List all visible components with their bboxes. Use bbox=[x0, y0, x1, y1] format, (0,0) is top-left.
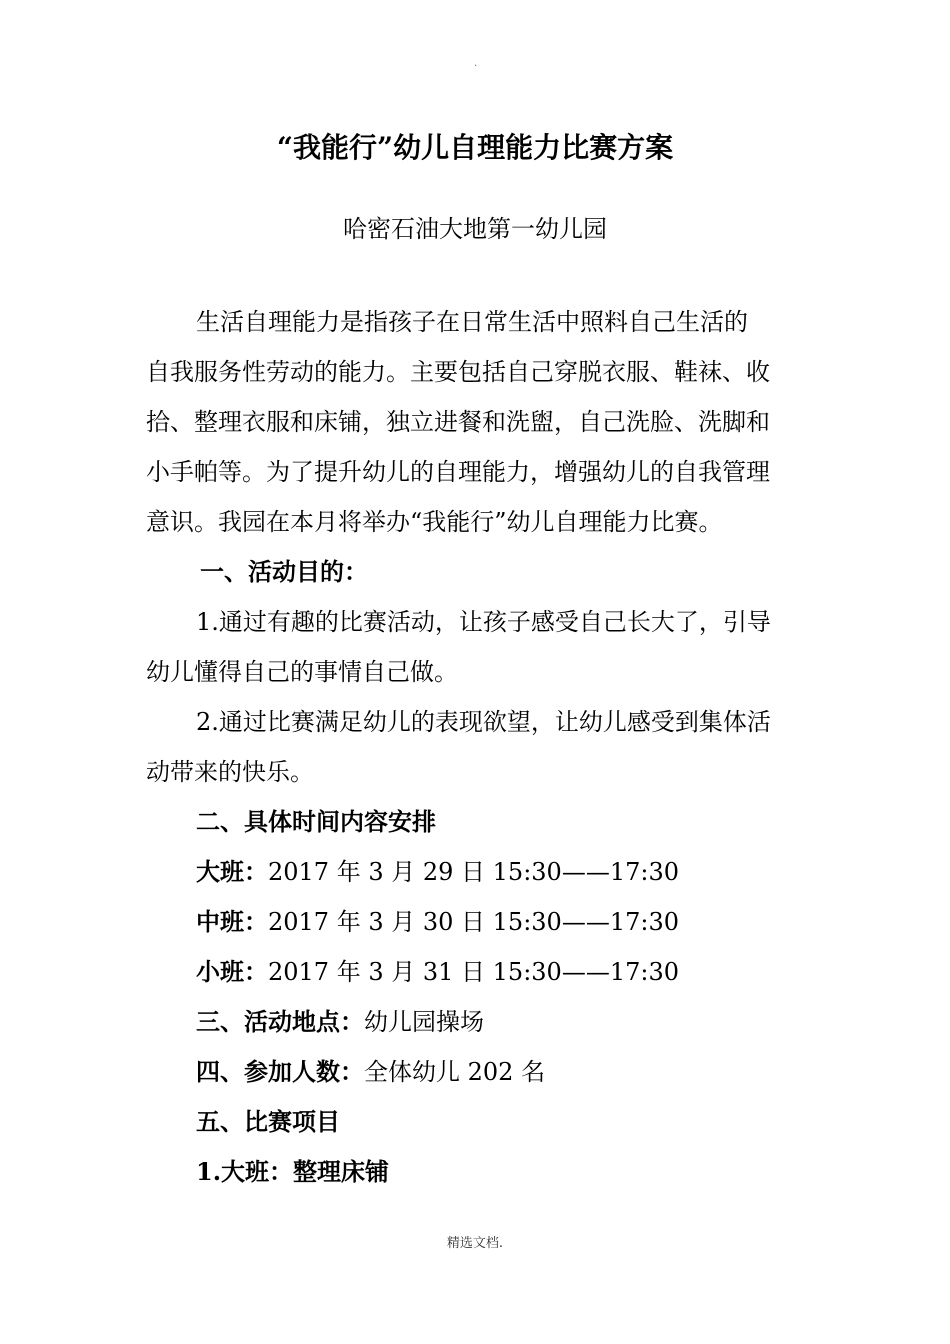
intro-line: 自我服务性劳动的能力。主要包括自己穿脱衣服、鞋袜、收 bbox=[146, 358, 770, 386]
schedule-value: 2017 年 3 月 29 日 15:30——17:30 bbox=[268, 858, 679, 886]
schedule-row bbox=[196, 847, 679, 897]
participants-label: 四、参加人数： bbox=[196, 1057, 364, 1086]
location-value: 幼儿园操场 bbox=[364, 1008, 484, 1036]
schedule-row bbox=[196, 947, 679, 997]
intro-line: 生活自理能力是指孩子在日常生活中照料自己生活的 bbox=[196, 308, 748, 336]
purpose-item-line: 2.通过比赛满足幼儿的表现欲望，让幼儿感受到集体活 bbox=[196, 708, 771, 736]
schedule-row bbox=[196, 897, 679, 947]
schedule-label: 大班： bbox=[196, 857, 268, 886]
intro-line: 意识。我园在本月将举办“我能行”幼儿自理能力比赛。 bbox=[146, 508, 723, 536]
document-title: “我能行”幼儿自理能力比赛方案 bbox=[276, 131, 674, 164]
section-heading-purpose: 一、活动目的： bbox=[200, 557, 368, 586]
schedule-label: 中班： bbox=[196, 907, 268, 936]
schedule-label: 小班： bbox=[196, 957, 268, 986]
event-item: 1.大班：整理床铺 bbox=[196, 1157, 390, 1186]
footer-note: 精选文档. bbox=[446, 1236, 504, 1251]
location-row bbox=[196, 997, 484, 1047]
section-heading-events: 五、比赛项目 bbox=[196, 1107, 340, 1136]
schedule-value: 2017 年 3 月 30 日 15:30——17:30 bbox=[268, 908, 679, 936]
purpose-item-line: 动带来的快乐。 bbox=[146, 758, 314, 786]
section-heading-schedule: 二、具体时间内容安排 bbox=[196, 807, 436, 836]
intro-line: 拾、整理衣服和床铺，独立进餐和洗盥，自己洗脸、洗脚和 bbox=[146, 408, 770, 436]
schedule-value: 2017 年 3 月 31 日 15:30——17:30 bbox=[268, 958, 679, 986]
purpose-item-line: 1.通过有趣的比赛活动，让孩子感受自己长大了，引导 bbox=[196, 608, 771, 636]
participants-row bbox=[196, 1047, 545, 1097]
location-label: 三、活动地点： bbox=[196, 1007, 364, 1036]
participants-value: 全体幼儿 202 名 bbox=[364, 1058, 546, 1086]
header-mark: . bbox=[474, 58, 478, 69]
document-subtitle: 哈密石油大地第一幼儿园 bbox=[343, 215, 607, 243]
purpose-item-line: 幼儿懂得自己的事情自己做。 bbox=[146, 658, 458, 686]
intro-line: 小手帕等。为了提升幼儿的自理能力，增强幼儿的自我管理 bbox=[146, 458, 770, 486]
